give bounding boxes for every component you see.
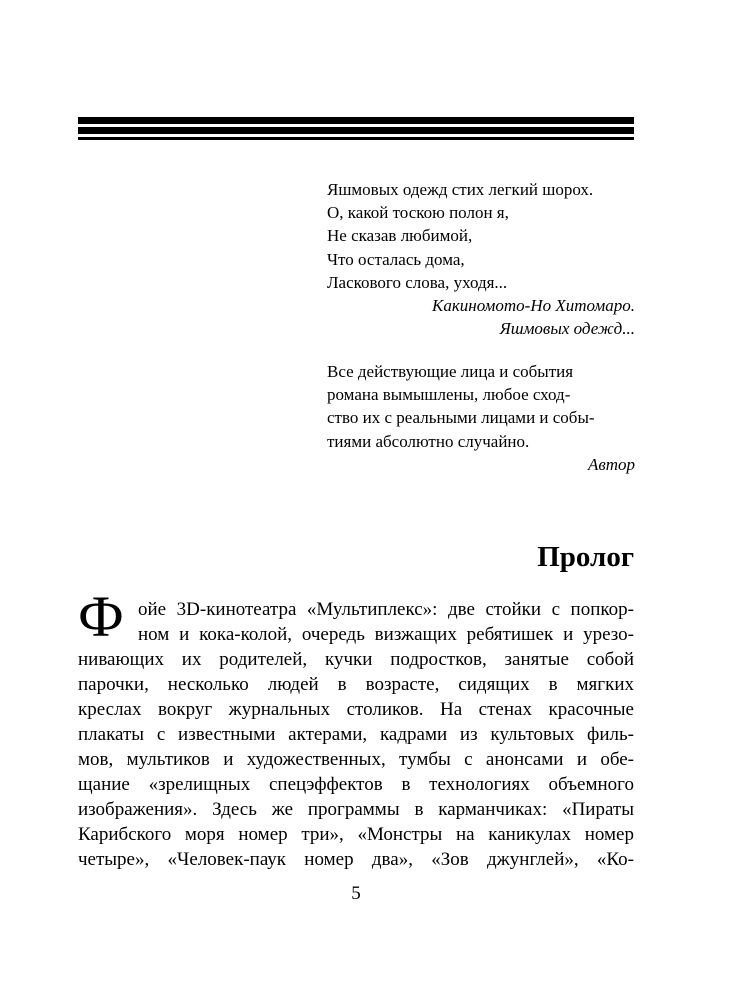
- disclaimer-line: ство их с реальными лицами и собы-: [327, 408, 595, 428]
- chapter-body: [78, 597, 634, 872]
- epigraph-work: Яшмовых одежд...: [499, 319, 635, 339]
- epigraph-line: О, какой тоскою полон я,: [327, 203, 509, 223]
- body-line: четыре», «Человек-паук номер два», «Зов джунглей», «Ко-: [78, 849, 634, 870]
- body-line: креслах вокруг журнальных столиков. На стенах красочные: [78, 699, 634, 720]
- body-line: ойе 3D-кинотеатра «Мультиплекс»: две стойки с попкор-: [138, 599, 634, 620]
- disclaimer: [327, 360, 635, 476]
- header-rule-middle: [78, 127, 634, 134]
- header-rule-bottom: [78, 137, 634, 140]
- disclaimer-line: Все действующие лица и события: [327, 362, 574, 381]
- epigraph-author: Какиномото-Но Хитомаро.: [432, 296, 635, 316]
- body-line: нивающих их родителей, кучки подростков, занятые собой: [78, 649, 634, 670]
- body-line: изображения». Здесь же программы в карманчиках: «Пираты: [78, 799, 634, 820]
- page-number: 5: [351, 883, 361, 904]
- epigraph-line: Не сказав любимой,: [327, 226, 473, 246]
- header-rule-top: [78, 117, 634, 124]
- disclaimer-signature: Автор: [587, 454, 635, 474]
- epigraph: [327, 178, 635, 340]
- epigraph-line: Что осталась дома,: [327, 249, 465, 269]
- epigraph-line: Ласкового слова, уходя...: [327, 272, 508, 292]
- chapter-title: Пролог: [537, 541, 634, 573]
- disclaimer-line: тиями абсолютно случайно.: [327, 431, 530, 451]
- disclaimer-line: романа вымышлены, любое сход-: [327, 385, 571, 405]
- body-line: плакаты с известными актерами, кадрами из культовых филь-: [78, 724, 634, 745]
- epigraph-line: Яшмовых одежд стих легкий шорох.: [327, 180, 594, 199]
- body-line: щание «зрелищных спецэффектов в технологиях объемного: [78, 774, 634, 795]
- drop-cap: Ф: [78, 584, 124, 649]
- body-line: ном и кока-колой, очередь визжащих ребятишек и урезо-: [138, 624, 634, 645]
- body-line: мов, мультиков и художественных, тумбы с анонсами и обе-: [78, 749, 634, 770]
- body-line: парочки, несколько людей в возрасте, сидящих в мягких: [78, 674, 634, 695]
- body-line: Карибского моря номер три», «Монстры на каникулах номер: [78, 824, 634, 845]
